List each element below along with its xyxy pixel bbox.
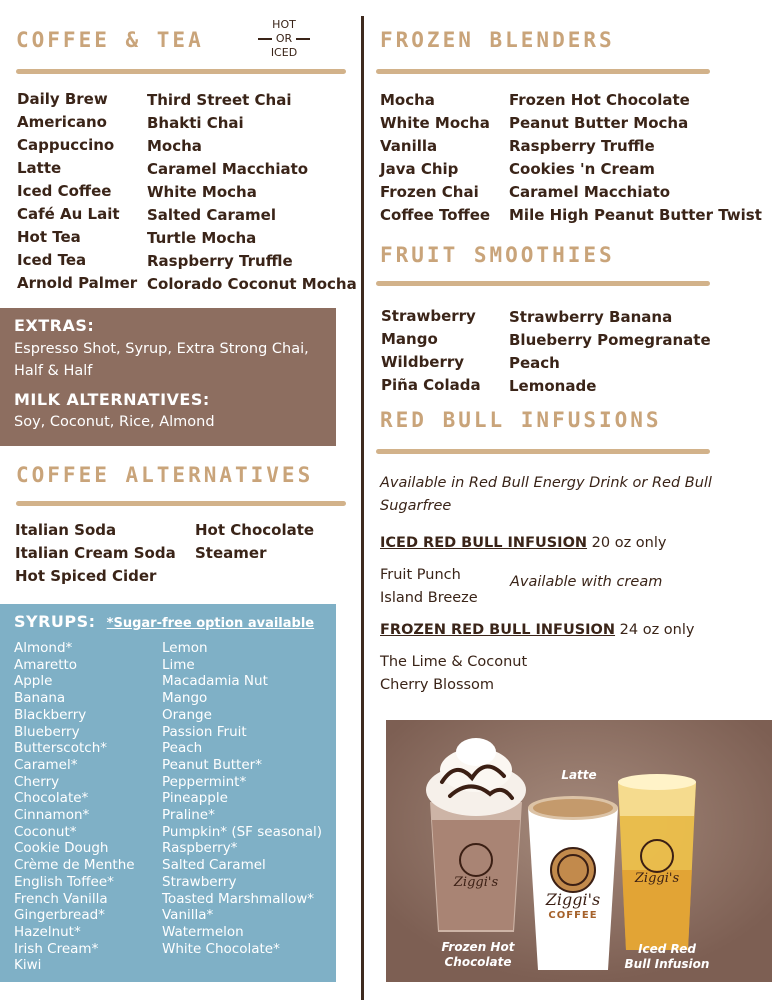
frozen-red-bull-flavors [380, 651, 527, 697]
iced-red-bull-caption: Iced Red Bull Infusion [624, 942, 710, 971]
syrup-item: Apple [14, 673, 53, 690]
menu-item: Hot Spiced Cider [15, 567, 157, 585]
syrup-item: Coconut* [14, 823, 77, 840]
menu-item: White Mocha [147, 183, 257, 201]
syrup-item: Watermelon [162, 923, 244, 940]
milk-alternatives-text: Soy, Coconut, Rice, Almond [14, 414, 215, 430]
syrup-item: Orange [162, 706, 212, 723]
syrup-item: Irish Cream* [14, 940, 99, 957]
menu-item: Vanilla [380, 137, 438, 155]
syrup-item: Cherry [14, 773, 60, 790]
menu-item: Frozen Chai [380, 183, 479, 201]
iced-red-bull-label: ICED RED BULL INFUSION [380, 535, 588, 551]
menu-item: Strawberry [381, 307, 476, 325]
menu-item: Americano [17, 113, 107, 131]
syrup-item: Gingerbread* [14, 907, 105, 924]
iced-red-bull-size: 20 oz only [591, 535, 667, 551]
menu-item: Bhakti Chai [147, 114, 244, 132]
sugar-free-note: *Sugar-free option available [106, 616, 315, 631]
syrup-item: Pineapple [162, 790, 228, 807]
coffee-alternatives-col1 [15, 519, 176, 588]
coffee-alternatives-col2 [195, 519, 314, 565]
menu-item: Steamer [195, 544, 267, 562]
syrup-item: Strawberry [162, 873, 237, 890]
menu-item: Latte [17, 159, 62, 177]
syrup-item: Peach [162, 740, 203, 757]
frozen-red-bull-label: FROZEN RED BULL INFUSION [380, 622, 616, 638]
red-bull-flavor: Island Breeze [380, 590, 478, 606]
menu-item: Cappuccino [17, 136, 115, 154]
fruit-smoothies-heading: FRUIT SMOOTHIES [380, 243, 615, 267]
menu-item: Mango [381, 330, 438, 348]
menu-item: Peanut Butter Mocha [509, 114, 689, 132]
red-bull-heading: RED BULL INFUSIONS [380, 408, 662, 432]
syrup-item: Praline* [162, 807, 215, 824]
menu-item: Hot Tea [17, 228, 81, 246]
column-divider [361, 16, 364, 1000]
menu-item: Colorado Coconut Mocha [147, 275, 357, 293]
iced-red-bull-flavors [380, 564, 478, 610]
menu-item: Iced Coffee [17, 182, 112, 200]
frozen-blenders-heading: FROZEN BLENDERS [380, 28, 615, 52]
menu-item: Turtle Mocha [147, 229, 257, 247]
red-bull-flavor: Fruit Punch [380, 567, 461, 583]
fruit-smoothies-col1 [381, 305, 481, 397]
coffee-alternatives-rule [16, 501, 346, 506]
syrup-item: French Vanilla [14, 890, 108, 907]
frozen-red-bull-header [380, 622, 694, 638]
syrup-item: Passion Fruit [162, 723, 247, 740]
syrup-item: Mango [162, 690, 208, 707]
menu-item: Salted Caramel [147, 206, 276, 224]
menu-item: White Mocha [380, 114, 490, 132]
syrup-item: Caramel* [14, 756, 78, 773]
frozen-blenders-col1 [380, 89, 490, 227]
menu-item: Café Au Lait [17, 205, 120, 223]
syrup-item: White Chocolate* [162, 940, 280, 957]
syrup-item: Chocolate* [14, 790, 89, 807]
syrup-item: Kiwi [14, 957, 42, 974]
menu-item: Caramel Macchiato [147, 160, 309, 178]
syrup-item: Peanut Butter* [162, 756, 262, 773]
syrup-item: Peppermint* [162, 773, 247, 790]
syrups-col1 [14, 640, 135, 974]
svg-text:Ziggi's: Ziggi's [634, 871, 680, 886]
syrup-item: Lemon [162, 640, 208, 656]
syrup-item: Butterscotch* [14, 740, 107, 757]
menu-item: Strawberry Banana [509, 308, 673, 326]
menu-item: Wildberry [381, 353, 465, 371]
brand-subtitle: COFFEE [548, 910, 598, 921]
syrup-item: Crème de Menthe [14, 857, 135, 874]
red-bull-flavor: Cherry Blossom [380, 677, 495, 693]
syrup-item: Pumpkin* (SF seasonal) [162, 823, 322, 840]
brand-wordmark: Ziggi's [545, 890, 601, 909]
red-bull-rule [376, 449, 710, 454]
menu-item: Coffee Toffee [380, 206, 491, 224]
syrup-item: Lime [162, 656, 195, 673]
menu-item: Peach [509, 354, 560, 372]
syrups-label: SYRUPS: [14, 612, 96, 631]
red-bull-availability-note: Available in Red Bull Energy Drink or Red Bull Sugarfree [380, 475, 712, 514]
coffee-tea-col1 [17, 88, 137, 295]
syrup-item: Cookie Dough [14, 840, 109, 857]
menu-item: Arnold Palmer [17, 274, 138, 292]
menu-item: Java Chip [380, 160, 459, 178]
menu-item: Mocha [147, 137, 202, 155]
frozen-red-bull-size: 24 oz only [619, 622, 695, 638]
available-with-cream-note: Available with cream [510, 574, 663, 590]
syrup-item: Hazelnut* [14, 923, 81, 940]
menu-item: Mile High Peanut Butter Twist [509, 206, 762, 224]
hot-or-iced-badge [254, 18, 314, 60]
syrup-item: Toasted Marshmallow* [162, 890, 315, 907]
syrup-item: Vanilla* [162, 907, 214, 924]
coffee-tea-rule [16, 69, 346, 74]
fruit-smoothies-rule [376, 281, 710, 286]
menu-item: Third Street Chai [147, 91, 292, 109]
syrup-item: Blackberry [14, 706, 87, 723]
syrup-item: Raspberry* [162, 840, 238, 857]
menu-item: Hot Chocolate [195, 521, 315, 539]
syrup-item: English Toffee* [14, 873, 114, 890]
menu-item: Italian Cream Soda [15, 544, 176, 562]
iced-red-bull-header [380, 535, 666, 551]
red-bull-flavor: The Lime & Coconut [380, 654, 528, 670]
frozen-blenders-col2 [509, 89, 762, 227]
milk-alternatives-label: MILK ALTERNATIVES: [14, 390, 210, 409]
syrup-item: Almond* [14, 640, 73, 656]
menu-item: Blueberry Pomegranate [509, 331, 711, 349]
syrup-item: Blueberry [14, 723, 80, 740]
menu-item: Iced Tea [17, 251, 87, 269]
fruit-smoothies-col2 [509, 306, 711, 398]
iced-label: ICED [270, 46, 298, 59]
coffee-tea-heading: COFFEE & TEA [16, 28, 204, 52]
coffee-alternatives-heading: COFFEE ALTERNATIVES [16, 463, 314, 487]
syrup-item: Salted Caramel [162, 857, 266, 874]
coffee-tea-col2 [147, 89, 357, 296]
menu-item: Frozen Hot Chocolate [509, 91, 690, 109]
frozen-hot-chocolate-caption: Frozen Hot Chocolate [441, 940, 515, 969]
syrup-item: Cinnamon* [14, 807, 90, 824]
menu-item: Raspberry Truffle [147, 252, 293, 270]
syrup-item: Banana [14, 690, 66, 707]
hot-label: HOT [272, 18, 296, 31]
extras-label: EXTRAS: [14, 316, 95, 335]
drinks-photo [386, 720, 772, 982]
menu-item: Caramel Macchiato [509, 183, 671, 201]
menu-item: Mocha [380, 91, 435, 109]
menu-item: Italian Soda [15, 521, 117, 539]
frozen-blenders-rule [376, 69, 710, 74]
menu-item: Cookies 'n Cream [509, 160, 655, 178]
latte-caption: Latte [561, 768, 597, 782]
menu-item: Daily Brew [17, 90, 108, 108]
menu-item: Lemonade [509, 377, 597, 395]
syrups-panel [0, 604, 336, 982]
syrup-item: Amaretto [14, 656, 78, 673]
syrups-col2 [162, 640, 322, 957]
extras-panel [0, 308, 336, 446]
syrup-item: Macadamia Nut [162, 673, 268, 690]
menu-item: Raspberry Truffle [509, 137, 655, 155]
svg-text:Ziggi's: Ziggi's [453, 875, 499, 890]
or-label: OR [275, 32, 293, 45]
extras-text: Espresso Shot, Syrup, Extra Strong Chai, Half & Half [14, 341, 309, 379]
menu-item: Piña Colada [381, 376, 481, 394]
